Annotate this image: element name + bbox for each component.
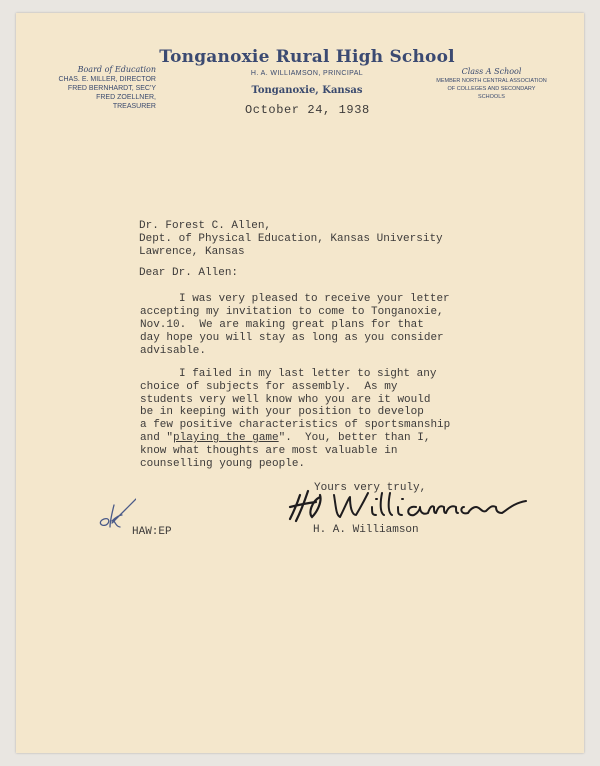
paragraph-line: I was very pleased to receive your letter: [179, 293, 450, 305]
underlined-phrase: playing the game: [173, 431, 279, 444]
typed-name: H. A. Williamson: [313, 524, 419, 536]
board-of-education-block: [56, 65, 156, 111]
class-heading: Class A School: [461, 67, 522, 76]
handwritten-signature: [286, 487, 536, 527]
text-span: ". You, better than I,: [278, 431, 431, 444]
salutation: Dear Dr. Allen:: [139, 267, 239, 279]
paragraph-1: [140, 293, 450, 358]
paragraph-line: a few positive characteristics of sportsmanship: [140, 419, 451, 432]
letter-page: [16, 13, 584, 753]
closing: Yours very truly,: [314, 482, 427, 494]
paragraph-line: students very well know who you are it would: [140, 393, 431, 406]
town-line: Tonganoxie, Kansas: [251, 85, 363, 96]
address-line: Dept. of Physical Education, Kansas University: [139, 233, 443, 245]
address-line: Dr. Forest C. Allen,: [139, 220, 272, 232]
board-member: FRED ZOELLNER, TREASURER: [96, 94, 156, 110]
reference-initials: HAW:EP: [132, 526, 172, 538]
board-heading: Board of Education: [77, 65, 156, 74]
paragraph-line: day hope you will stay as long as you consider: [140, 332, 444, 344]
address-line: Lawrence, Kansas: [139, 246, 245, 258]
paragraph-line: Nov.10. We are making great plans for that: [140, 319, 424, 331]
paragraph-line: choice of subjects for assembly. As my: [140, 380, 398, 393]
paragraph-2: [140, 368, 451, 470]
class-line: MEMBER NORTH CENTRAL ASSOCIATION: [436, 78, 547, 84]
paragraph-line: advisable.: [140, 345, 207, 357]
letter-date: October 24, 1938: [245, 103, 370, 117]
class-line: SCHOOLS: [478, 94, 505, 100]
recipient-address: [139, 220, 443, 259]
paragraph-line: [140, 432, 450, 445]
class-line: OF COLLEGES AND SECONDARY: [447, 86, 536, 92]
signature-text: H A Williamson: [286, 487, 293, 488]
paragraph-line: be in keeping with your position to develop: [140, 406, 424, 419]
board-member: FRED BERNHARDT, SEC'Y: [67, 85, 156, 92]
class-a-block: [424, 68, 559, 101]
paragraph-line: accepting my invitation to come to Tonganoxie,: [140, 306, 444, 318]
text-span: and ": [140, 431, 174, 444]
margin-note-text: ok: [96, 497, 97, 498]
board-member: CHAS. E. MILLER, DIRECTOR: [58, 76, 156, 83]
principal-line: H. A. WILLIAMSON, PRINCIPAL: [250, 70, 364, 77]
school-name: Tonganoxie Rural High School: [159, 47, 455, 67]
margin-note-check-mark: [96, 497, 136, 529]
paragraph-line: counselling young people.: [140, 457, 306, 470]
paragraph-line: I failed in my last letter to sight any: [179, 368, 437, 380]
paragraph-line: know what thoughts are most valuable in: [140, 444, 398, 457]
